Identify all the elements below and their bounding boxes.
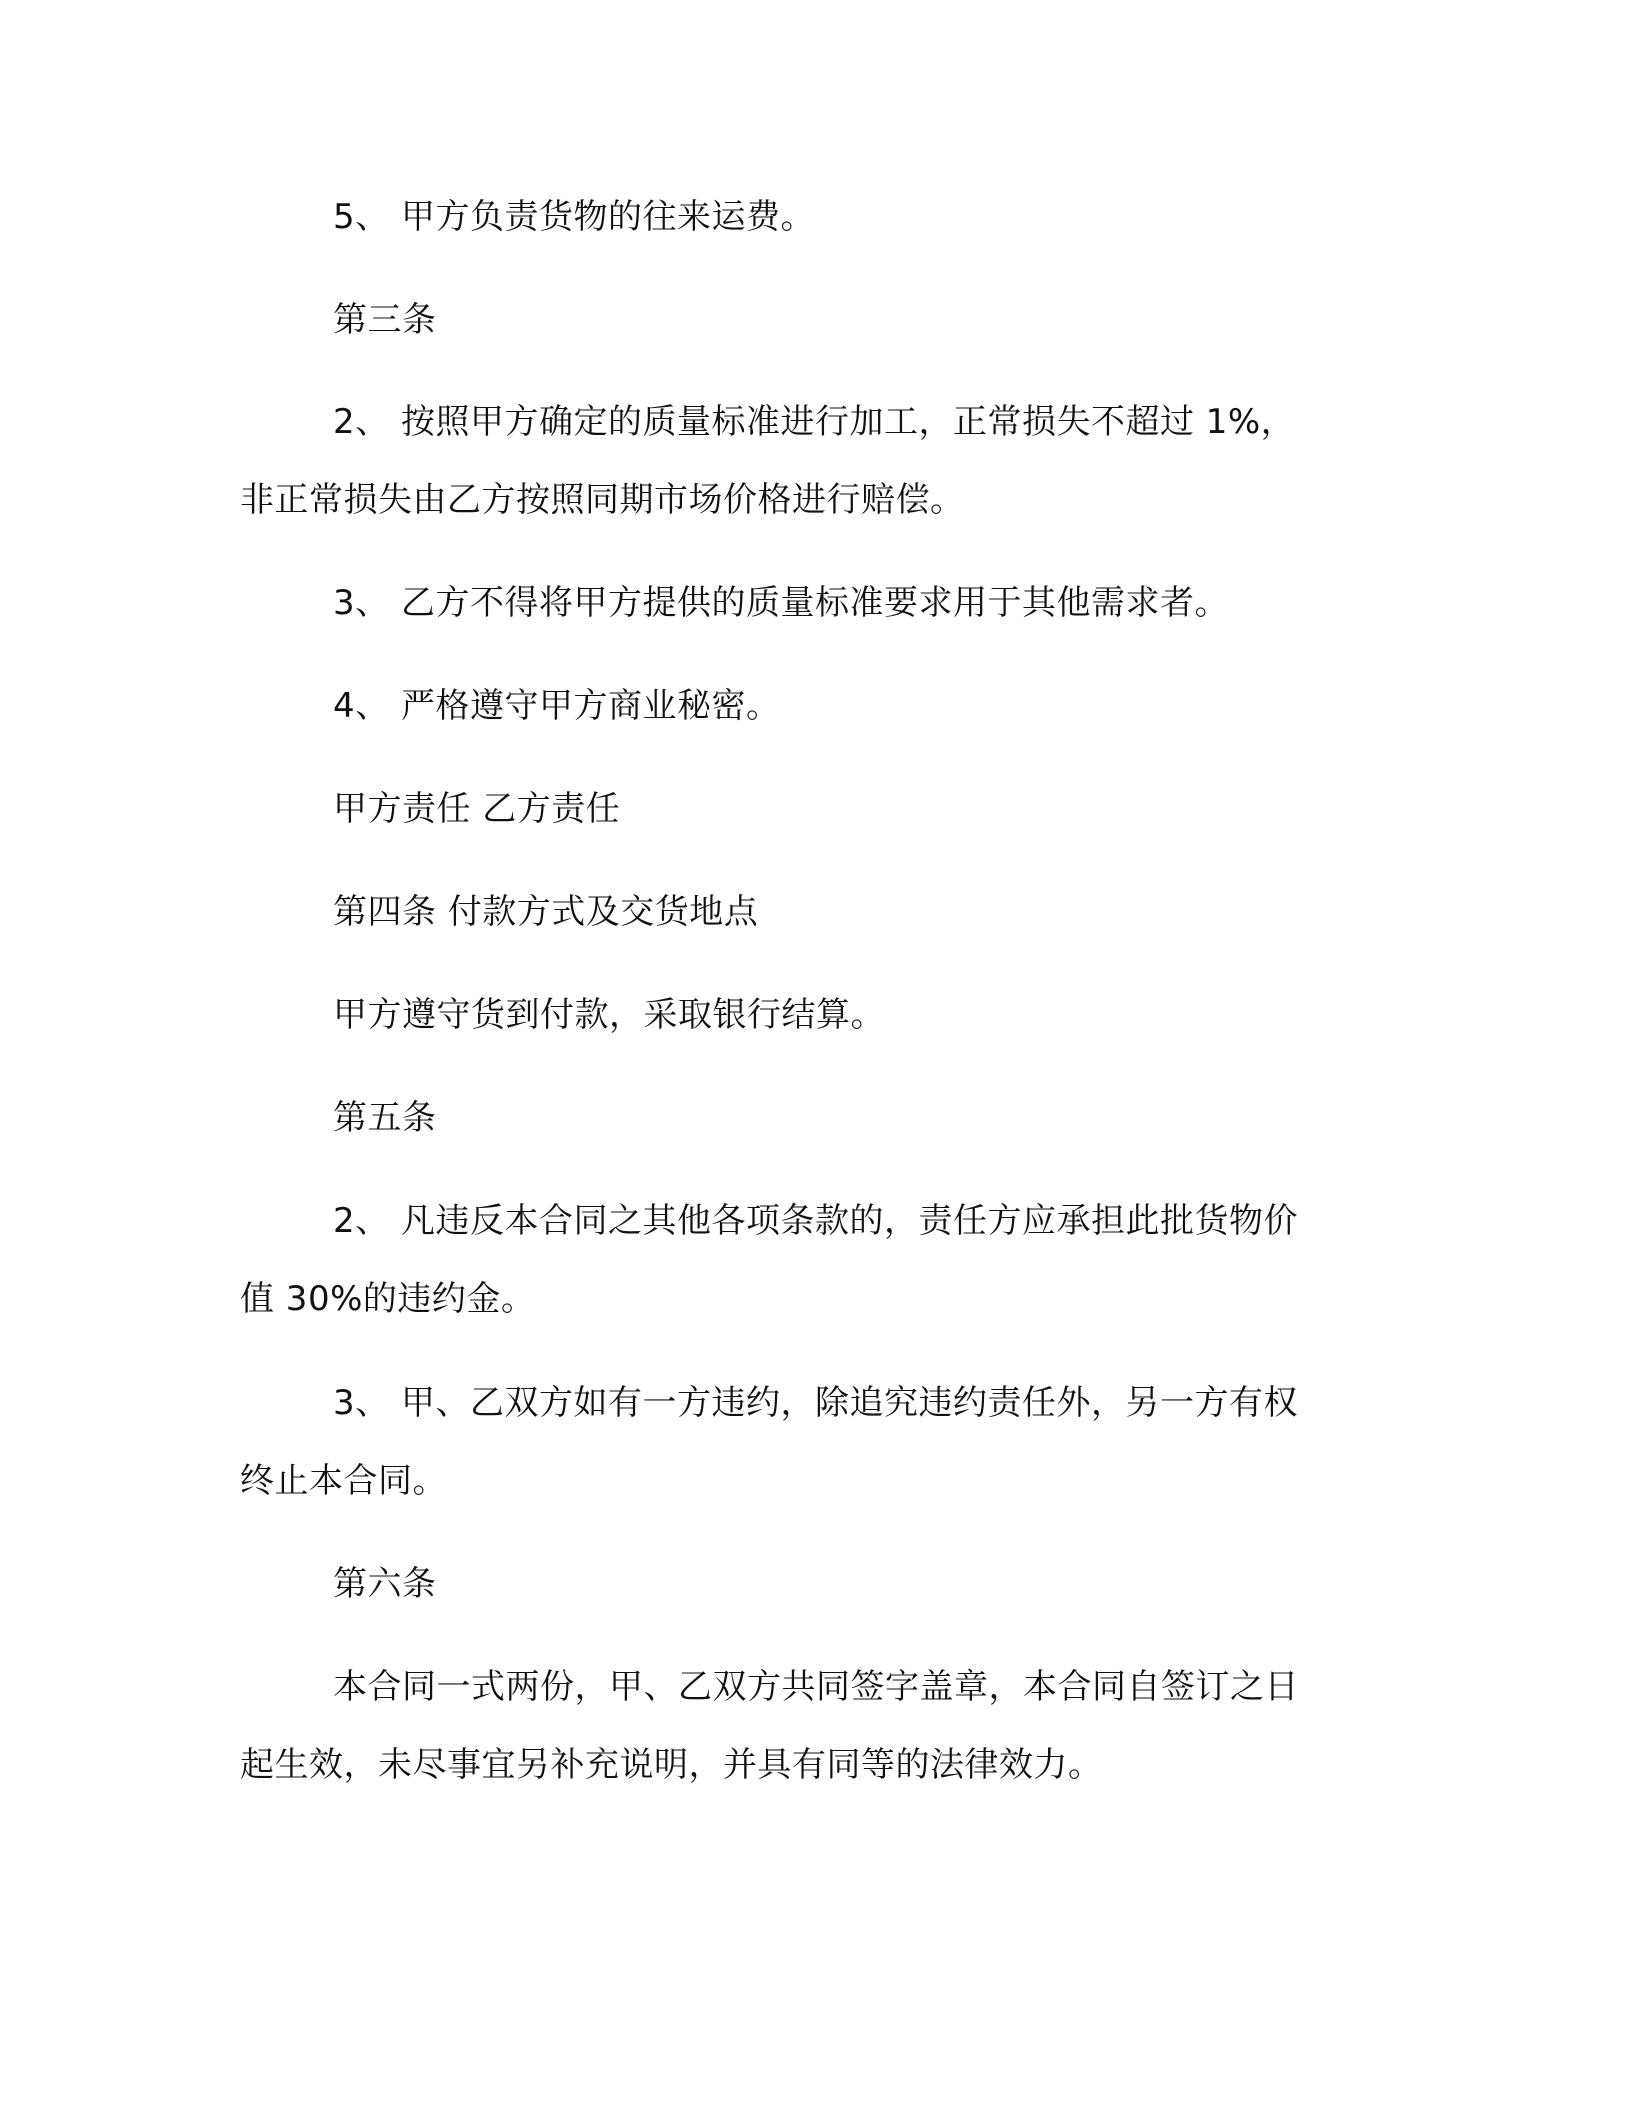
article-3-item-2-line-1: 2、 按照甲方确定的质量标准进行加工，正常损失不超过 1%，: [333, 402, 1296, 442]
article-5-heading: 第五条: [333, 1098, 437, 1138]
article-5-item-2-line-1: 2、 凡违反本合同之其他各项条款的，责任方应承担此批货物价: [333, 1201, 1298, 1241]
article-6-heading: 第六条: [333, 1564, 437, 1604]
article-5-item-3-line-1: 3、 甲、乙双方如有一方违约，除追究违约责任外，另一方有权: [333, 1383, 1298, 1423]
responsibility-labels: 甲方责任 乙方责任: [333, 789, 621, 829]
clause-2-item-5: 5、 甲方负责货物的往来运费。: [333, 197, 815, 237]
article-5-item-3-line-2: 终止本合同。: [240, 1461, 447, 1501]
article-3-heading: 第三条: [333, 300, 437, 340]
article-3-item-4: 4、 严格遵守甲方商业秘密。: [333, 686, 781, 726]
article-3-item-3: 3、 乙方不得将甲方提供的质量标准要求用于其他需求者。: [333, 583, 1229, 623]
article-3-item-2-line-2: 非正常损失由乙方按照同期市场价格进行赔偿。: [240, 480, 965, 520]
article-6-text-line-1: 本合同一式两份，甲、乙双方共同签字盖章，本合同自签订之日: [333, 1667, 1299, 1707]
article-4-heading: 第四条 付款方式及交货地点: [333, 892, 759, 932]
article-5-item-2-line-2: 值 30%的违约金。: [240, 1279, 536, 1319]
article-6-text-line-2: 起生效，未尽事宜另补充说明，并具有同等的法律效力。: [240, 1745, 1103, 1785]
article-4-payment-terms: 甲方遵守货到付款，采取银行结算。: [333, 995, 885, 1035]
